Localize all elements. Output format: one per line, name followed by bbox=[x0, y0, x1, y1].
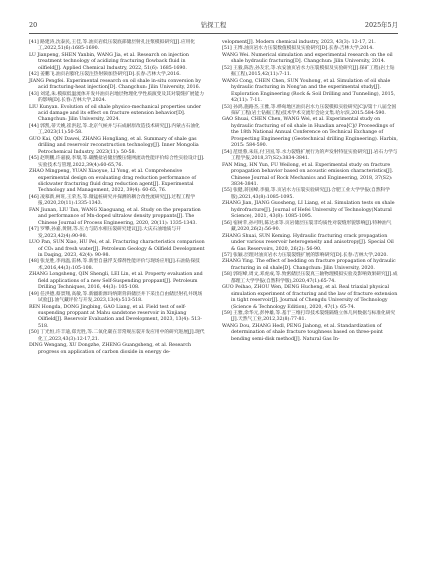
reference-column-right bbox=[222, 40, 398, 356]
reference-entry: FAN Ming, HN Yun, FU Weilong, et al. Experimental study on fracture propagation behavior based on acoustic emission characteristics[J]. Chinese Journal of Rock Mechanics and Engineering, 2018, 37(S2): 3834-3841. bbox=[222, 162, 394, 187]
reference-entry: [42] 姜鹏飞.油页岩膨化压裂注热射频加热研究[D].长春:吉林大学,2016. bbox=[29, 72, 181, 78]
reference-entry: WANG Wei. Numerical simulation and experimental research on the oil shale hydraulic fracturing[D]. Changchun: Jilin University, 2014. bbox=[222, 52, 393, 65]
reference-entry: JIANG Pengfei. Experimental research on oil shale in-situ conversion by acid fracturing-heat injection[D]. Changchun: Jilin University, 2016. bbox=[29, 78, 201, 91]
reference-entry: [41] 路建涛,沈泰民,王佳,等.油页岩低压裂底部储层射孔注浆模拟研究[J].应用化工,2022,51(6):1685-1690. bbox=[29, 40, 196, 52]
reference-columns bbox=[29, 40, 398, 356]
reference-entry: GUO Peihao, ZHOU Wen, DENG Hucheng, et al. Real triaxial physical simulation experiment of fracturing and the law of fracture extension in tight reservoir[J]. Journal of Chengdu University of Technology (Science & Technology Edition), 2020, 47(1): 65-74. bbox=[222, 285, 398, 310]
reference-entry: REN Hongda, DONG Jingbing, GAO Liang, et al. Field test of self-suspending proppant at Mahu sandstone reservoir in Xinjiang Oilfield[J]. Reservoir Evaluation and Development, 2023, 13(4): 513-518. bbox=[29, 304, 202, 329]
reference-entry: [46] 凌慕新,柯旺,王荣杰,等.微锰桩研究并探测的耦合改性流研究[J].过程工程学报,2020,20(11):1335-1343. bbox=[29, 194, 196, 207]
reference-entry: [58] 郭绍峰,周文,邓虎成,等.致密储层压裂真三轴物理模拟实验及影响效果研究[J].成都理工大学学报(自然科学版),2020,47(1):65-74. bbox=[222, 272, 398, 284]
reference-entry: [44] 郭凯,蒂天姚,崔洪起,等.北京气候并与石成耐原改造技术研究[J].内蒙古石油化工,2023(11):50-58. bbox=[29, 123, 200, 136]
reference-entry: velopment[J]. Modern chemical industry, 2023, 43(3): 12-17, 21. bbox=[222, 40, 376, 45]
reference-entry: ZHAO Mingpeng, YUAN Xiaoyue, LI Yong, et al. Comprehensive experimental design on evaluating drag reduction performance of slickwater fracturing fluid drag reduction agent[J]. Experimental Technology and Management, 2022, 39(4): 60-65, 76. bbox=[29, 169, 197, 194]
reference-entry: [51] 王博.油页岩水力压裂数值模拟及实验研究[D].长春:吉林大学,2014. bbox=[222, 46, 374, 52]
reference-entry: ZHANG Ying. The effect of bedding on fracture propagation of hydraulic fracturing in oil shale[D]. Changchun: Jilin University, 2020. bbox=[222, 259, 396, 271]
reference-entry: [50] 丁光恒,许丰迪,郑光胜,等.二氧化碳在非常规压裂开发应用中的研究进展[J].现代化工,2023,43(3):12-17,21. bbox=[29, 330, 205, 342]
reference-column-left bbox=[29, 40, 205, 356]
reference-entry: [49] 任洪德,蔡景翔,高敏,等.新疆新源玛纳斯背斜储层井下采出自由储层射孔井现场试验[J].油气藏评价与开发,2023,13(4):513-518. bbox=[29, 291, 203, 304]
reference-entry: [43] 刘延,朱.模拟低温流体开发井油页岩地层物理化学性质演变及其对裂缝扩展能力的影响[D].长春:吉林大学,2024. bbox=[29, 91, 204, 104]
reference-entry: [45] 赵明鹏,许嘉毅,李瑞,等.碳酸盐岩储层酸压缝网流动性能评价综合性实验设计[J].实验技术与管理,2022,39(4):60-65,76. bbox=[29, 156, 205, 168]
reference-entry: [47] 罗攀,孙嘉,黄钢,等.压力与防水相压裂研究建议[J].大庆石油地质与开发,2023,42(4):90-98. bbox=[29, 227, 181, 239]
reference-entry: DING Wengang, XU Dongzhe, ZHENG Guangsheng, et al. Research progress on application of carbon dioxide in energy de- bbox=[29, 343, 192, 355]
reference-entry: ZHANG Jian, JIANG Guosheng, LI Liang, et al. Simulation tests on shale hydrofracture[J]. Journal of Hefei University of Technology(Natural Science), 2021, 43(8): 1085-1095. bbox=[222, 201, 395, 220]
journal-title: 钻探工程 bbox=[200, 21, 227, 29]
issue-date: 2025年5月 bbox=[364, 21, 398, 29]
reference-entry: WANG Dou, ZHANG Hedl, PENG Jiahong, et al. Standardization of determination of shale fracture toughness based on three-point bending semi-disk method[J]. Natural Gas In- bbox=[222, 323, 383, 342]
reference-entry: ZHANG Shuai, SUN Keming. Hydraulic fracturing crack propagation under various reservoir heterogeneity and anisotropy[J]. Special Oil & Gas Reservoirs, 2020, 26(2): 56-90. bbox=[222, 233, 394, 252]
reference-entry: [56] 宿树苹,孙可明,陈达求等.页岩储层压裂非均质性对裂缝形貌影响[J].特种油气藏,2020,26(2):56-90. bbox=[222, 220, 392, 233]
reference-entry: [53] 孙鸿,施路杰,王雅,等.桦甸地区油页岩水力压裂模拟实验研究[C]//第十八届全国探矿工程(岩土钻掘工程)技术学术交流年会论文集.哈尔滨,2015:584-590. bbox=[222, 104, 397, 116]
reference-entry: LUO Pan, SUN Xiao, HU Pei, et al. Fracturing characteristics comparison of CO₂ and fresh water[J]. Petroleum Geology & Oilfield Development in Daqing, 2023, 42(4): 90-98. bbox=[29, 240, 205, 258]
reference-entry: GUO Kai, QIN Dawei, ZHANG Hongliang, et al. Summary of shale gas drilling and reservoir reconstruction technology[J]. Inner Mongolia Petrochemical Industry, 2023(11): 50-58. bbox=[29, 136, 199, 155]
reference-entry: [52] 王毅,陈浩,孙友宏,等.农安油页岩水力压裂模拟及实验研究[J].探矿工程(岩土钻掘工程),2015,42(11):7-11. bbox=[222, 65, 395, 78]
reference-entry: LIU Kunyan. Evolution of oil shale physico-mechanical properties under acid damage and its effect on fracture extension behavior[D]. Changchun: Jilin University, 2024. bbox=[29, 104, 202, 123]
reference-entry: [59] 王雅,余华元,彭仲雄,等.基于三维打印技术裂缝隔缝立体几何数据与标准化研究[J].天然气工业,2012,32(8):77-81. bbox=[222, 311, 396, 323]
reference-entry: WANG Cong, CHEN Chen, SUN Youhong, et al. Simulation of oil shale hydraulic fracturing in Nong'an and the experimental study[J]. Exploration Engineering (Rock & Soil Drilling and Tunneling), 2015, 42(11): 7-11. bbox=[222, 78, 396, 104]
reference-entry: ZHANG Longsheng, QIN Shengli, LEI Lin, et al. Property evaluation and field applications of a new Self-Suspending proppant[J]. Petroleum Drilling Techniques, 2016, 44(3): 105-108. bbox=[29, 272, 203, 291]
reference-entry: [57] 张颖.层理对油页岩水力压裂裂缝扩展的影响研究[D].长春:吉林大学,2020. bbox=[222, 252, 388, 258]
reference-entry: GAO Shuai, CHEN Chen, WANG Wei, et al. Experimental study on hydraulic fracturing of oil shale in Huadian area[C]// Proceedings of the 18th National Annual Conference on Technical Exchange of Prospecting Engineering (Geotechnical drilling Engineering). Harbin, 2015: 584-590. bbox=[222, 117, 398, 149]
reference-entry: [54] 范煜蓉,朱钰,付卫国,等.水力裂缝扩展行为的声发射特征实验研究[J].岩石力学与工程学报,2018,37(S2):3834-3841. bbox=[222, 149, 398, 162]
running-header bbox=[29, 18, 398, 32]
reference-entry: LU Jianpeng, SHEN Yanbin, WANG Jia, et al. Research on injection treatment technology of acidizing fracturing flowback fluid in oilfield[J]. Applied Chemical Industry, 2022, 51(6): 1685-1690. bbox=[29, 52, 189, 71]
header-rule bbox=[29, 33, 398, 34]
reference-entry: FAN Jiunan, LIU Tan, WANG Xiaoguang, et al. Study on the preparation and performance of Mn-doped ultralow density proppants[J]. The Chinese Journal of Process Engineering, 2020, 20(11): 1335-1343. bbox=[29, 207, 201, 226]
reference-entry: [55] 张健,蒋国峰,李毅,等.页岩水力压裂实验研究[J].合肥工业大学学报(自然科学版),2021,43(8):1085-1095. bbox=[222, 188, 390, 200]
page-number: 20 bbox=[29, 21, 38, 29]
reference-entry: [48] 张龙胜,李再温,雷林,等.新型自悬浮支撑剂性能评价与现场应用[J].石油钻探技术,2016,44(3):105-108. bbox=[29, 259, 200, 271]
